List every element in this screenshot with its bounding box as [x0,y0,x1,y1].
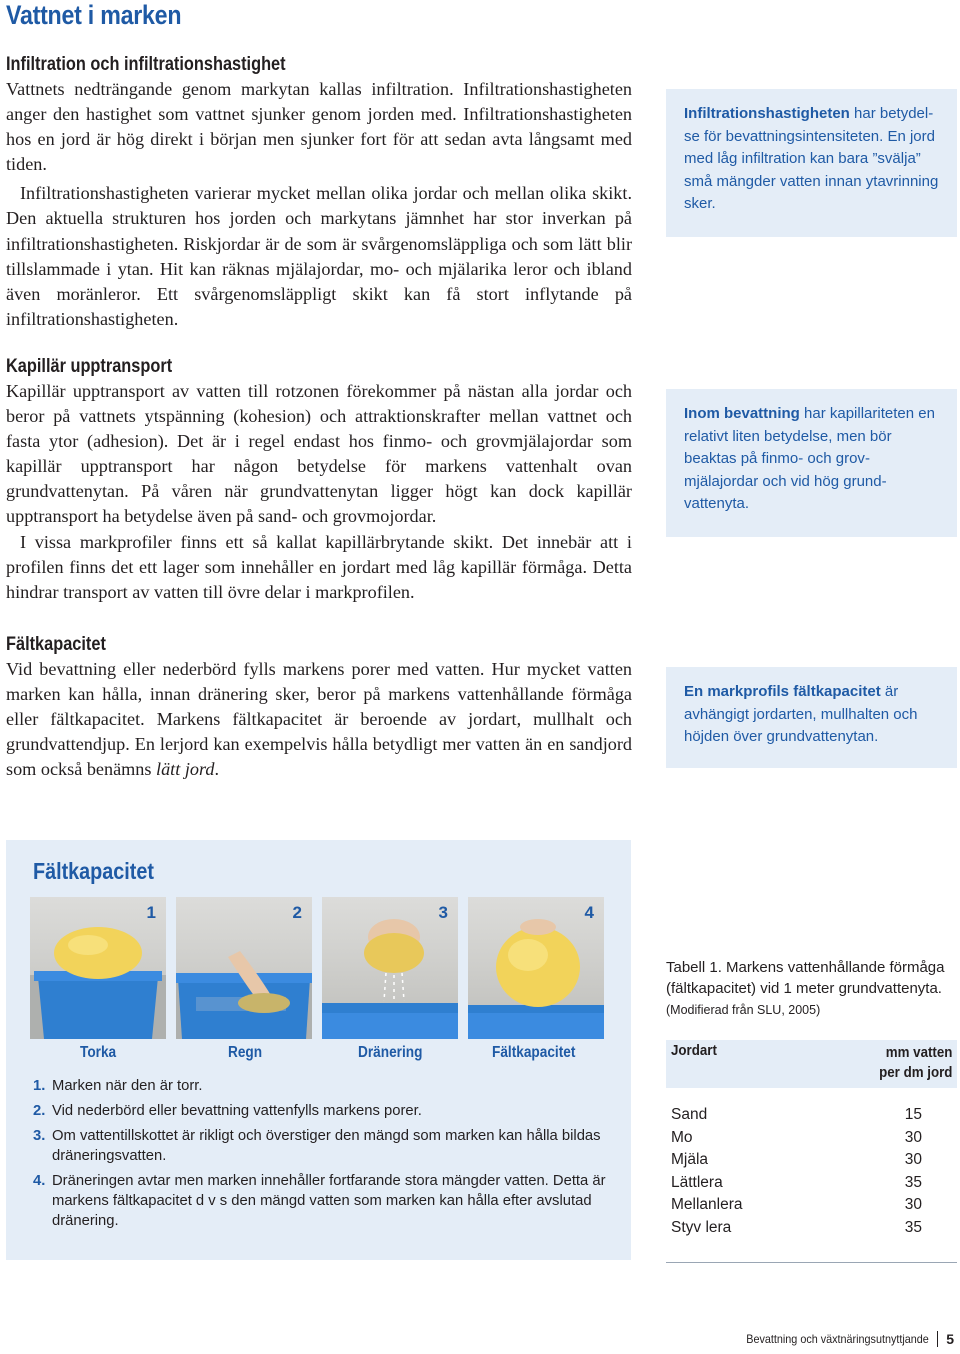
photo-number: 3 [438,903,448,922]
table-cell: 15 [904,1106,922,1123]
photo-faltkapacitet [468,897,604,1039]
photo-number: 2 [292,903,302,922]
step-number: 4. [33,1173,46,1189]
table-cell: 30 [904,1128,922,1146]
table-body [666,1104,957,1239]
step-number: 1. [33,1078,46,1094]
paragraph [6,657,632,782]
section-body [6,379,632,605]
table-header [666,1040,957,1088]
sidebox-infiltration [666,89,957,237]
table-row [666,1149,957,1172]
column-header-line: per dm jord [878,1065,952,1081]
section-heading: Infiltration och infiltrationshastighet [6,54,286,75]
step-number: 2. [33,1103,46,1119]
table-cell: Lättlera [671,1173,723,1191]
table-cell: Sand [671,1106,708,1123]
table-row [666,1172,957,1195]
footer-text: Bevattning och växtnäringsutnyttjande [746,1332,930,1346]
sidebox-faltkapacitet [666,667,957,768]
step-list [33,1076,618,1236]
photo-caption: Dränering [358,1044,423,1061]
sidebox-text: har kapillariteten en relativt liten betydelse, men bör beaktas på finmo- och grovmjälajordar och vid hög grundvattenyta. [684,405,935,512]
section-kapillar [6,355,632,605]
photo-regn [176,897,312,1039]
paragraph-end: . [214,759,220,780]
paragraph: Kapillär upptransport av vatten till rotzonen förekommer på nästan alla jordar och beror på vattnets ytspänning (kohesion) och attraktionskrafter mellan vattnet och fasta ytor (adhesion). Det är i regel endast hos finmo- och grovmjälajordar som kapillär upptransport har någon betydelse för markens vattenhalt ovan grundvattenytan. På våren när grundvattenytan ligger högt kan dock kapillär upptransport ha betydelse även på sand- och grovmojordar. [6,381,632,527]
table-cell: Mo [671,1128,693,1146]
photo-caption: Regn [228,1044,263,1061]
section-body [6,657,632,782]
sidebox-highlight: En markprofils fältkapacitet [684,683,881,700]
page-title: Vattnet i marken [6,0,182,30]
page-number: 5 [946,1331,954,1347]
paragraph: Infiltrationshastigheten varierar mycket mellan olika jordar och mellan olika skikt. Den aktuella strukturen hos jorden och markytans jämnhet har stor inverkan på infiltrationshastigheten. Riskjordar är de som är svårgenomsläppliga och som lätt blir tillslammade i ytan. Hit kan räknas mjälajordar, mo- och mjälarika leror och ibland även moränleror. Ett svårgenomsläppligt skikt kan få stort inflytande på infiltrationshastigheten. [6,183,632,329]
table-cell: Mellanlera [671,1196,743,1213]
step-text: Om vattentillskottet är rikligt och överstiger den mängd som marken kan hålla bildas dräneringsvatten. [52,1128,601,1164]
photo-number: 4 [584,903,594,922]
photo-caption: Torka [80,1044,117,1061]
table-cell: 30 [904,1196,922,1213]
sidebox-kapillar [666,389,957,537]
italic-term: lätt jord [156,759,215,780]
paragraph: I vissa markprofiler finns ett så kallat kapillärbrytande skikt. Det innebär att i profilen finns det ett lager som innehåller en jordart med låg kapillär förmåga. Detta hindrar transport av vatten till övre delar i markprofilen. [6,531,632,602]
sidebox-text: är avhängigt jordarten, mullhalten och höjden över grundvattenytan. [684,683,918,745]
sidebox-text: har betydelse för bevattningsintensiteten. En jord med låg infiltration kan bara ”svälja” små mängder vatten innan ytavrinning sker. [684,105,939,212]
list-item [33,1101,618,1121]
step-text: Dräneringen avtar men marken innehåller fortfarande stora mängder vatten. Detta är markens fältkapacitet d v s den mängd vatten som marken kan hålla efter avslutad dränering. [52,1173,606,1229]
list-item [33,1076,618,1096]
figure-faltkapacitet [6,840,631,1260]
table-bottom-rule [666,1262,957,1263]
page-footer [726,1331,954,1347]
step-text: Marken när den är torr. [52,1078,203,1094]
table-cell: 35 [904,1173,922,1191]
photo-caption: Fältkapacitet [492,1044,576,1061]
sidebox-highlight: Infiltrationshastigheten [684,105,850,122]
step-number: 3. [33,1128,46,1144]
table-cell: Styv lera [671,1218,732,1236]
section-faltkapacitet [6,633,632,782]
step-text: Vid nederbörd eller bevattning vattenfylls markens porer. [52,1103,422,1119]
photo-number: 1 [146,903,156,922]
sidebox-highlight: Inom bevattning [684,405,800,422]
paragraph-text: Vid bevattning eller nederbörd fylls markens porer med vatten. Hur mycket vatten marken kan hålla, innan dränering sker, beror på markens vattenhållande förmåga eller fältkapacitet. Markens fältkapacitet är beroende av jordart, mullhalt och grundvattendjup. En lerjord kan exempelvis hålla betydligt mer vatten än en sandjord som också benämns [6,659,632,780]
section-heading: Fältkapacitet [6,634,106,655]
section-infiltration [6,53,632,332]
section-heading: Kapillär upptransport [6,356,173,377]
list-item [33,1126,618,1166]
figure-title: Fältkapacitet [33,858,154,884]
table-row [666,1104,957,1127]
table-source: (Modifierad från SLU, 2005) [666,1003,821,1017]
table-cell: Mjäla [671,1151,709,1168]
table-row [666,1127,957,1150]
column-header [879,1043,952,1083]
table-caption [666,957,960,1021]
column-header: Jordart [671,1043,717,1059]
photo-dranering [322,897,458,1039]
section-body [6,77,632,332]
list-item [33,1171,618,1231]
table-cell: 30 [904,1151,922,1168]
column-header-line: mm vatten [885,1045,952,1061]
table-caption-text: Tabell 1. Markens vattenhållande förmåga (fältkapacitet) vid 1 meter grundvattenyta. [666,959,945,997]
table-row [666,1217,957,1240]
table-row [666,1194,957,1217]
footer-divider [937,1331,938,1347]
photo-torka [30,897,166,1039]
table-cell: 35 [904,1218,922,1236]
paragraph: Vattnets nedträngande genom markytan kallas infiltration. Infiltrationshastigheten anger den hastighet som vattnet sjunker genom jorden med. Infiltrationshastigheten hos en jord är hög direkt i början men sjunker fort för att sedan avta långsamt med tiden. [6,79,632,175]
